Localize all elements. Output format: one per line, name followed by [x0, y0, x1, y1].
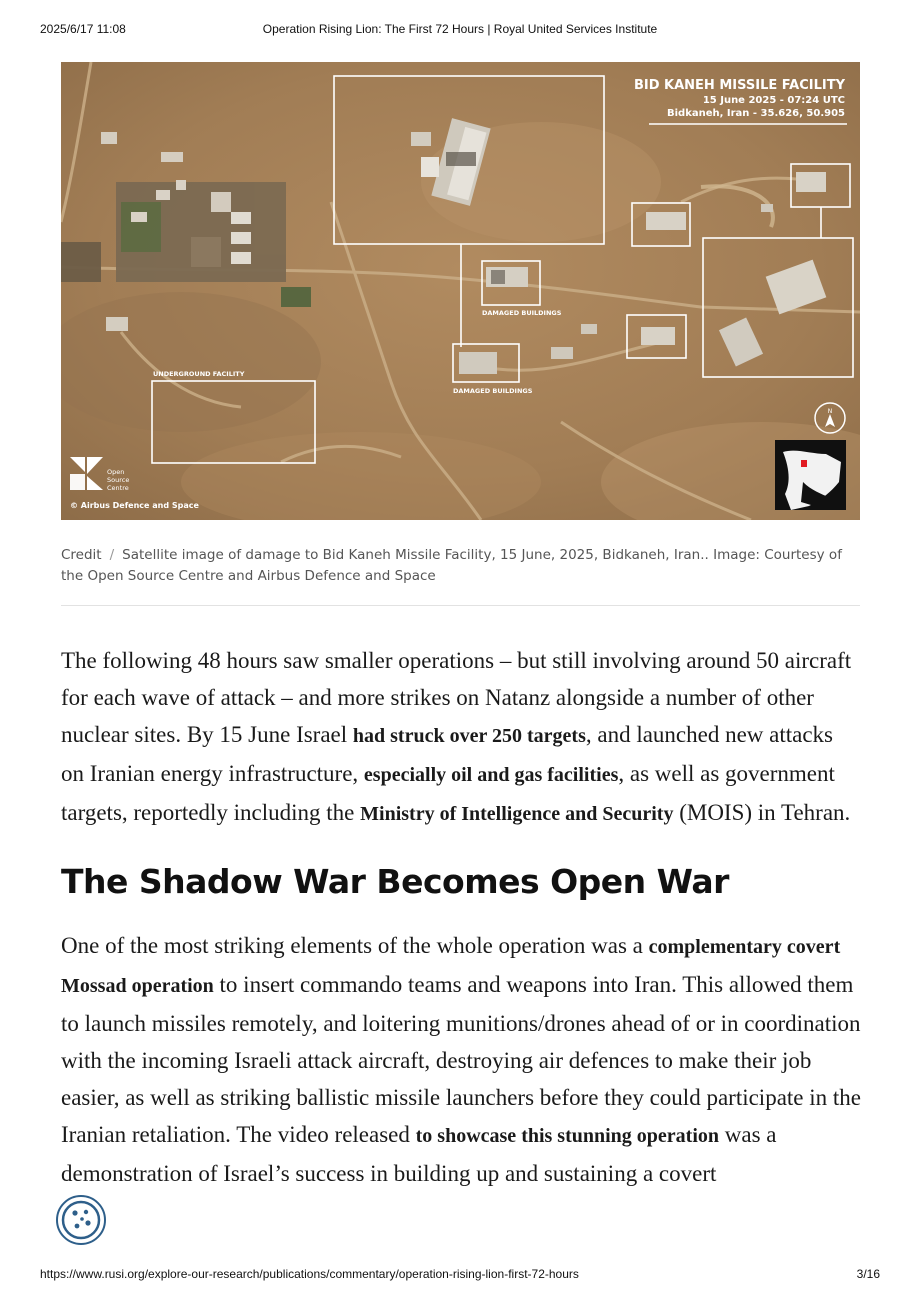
- inset-map: [775, 440, 846, 510]
- print-header: [40, 22, 880, 38]
- figure-heading: BID KANEH MISSILE FACILITY: [633, 78, 845, 93]
- link-showcase-operation[interactable]: to showcase this stunning operation: [415, 1125, 720, 1147]
- cookie-settings-button[interactable]: [56, 1195, 106, 1245]
- svg-text:Source: Source: [107, 476, 130, 484]
- print-datetime: 2025/6/17 11:08: [40, 22, 126, 36]
- link-oil-gas-facilities[interactable]: especially oil and gas facilities: [363, 764, 619, 786]
- figure-location: Bidkaneh, Iran - 35.626, 50.905: [667, 108, 845, 119]
- paragraph: The following 48 hours saw smaller operations – but still involving around 50 aircraft for each wave of attack – and more strikes on Natanz alongside a number of other nuclear sites. By 15 June Israel had struck over 250 targets, and launched new attacks on Iranian energy infrastructure, especially oil and gas facilities, as well as government targets, reportedly including the Ministry of Intelligence and Security (MOIS) in Tehran.: [61, 648, 852, 825]
- label-underground-facility: UNDERGROUND FACILITY: [153, 370, 245, 378]
- print-url: https://www.rusi.org/explore-our-research/publications/commentary/operation-rising-lion-first-72-hours: [40, 1267, 579, 1281]
- caption-divider: [61, 605, 860, 606]
- caption-text: Satellite image of damage to Bid Kaneh Missile Facility, 15 June, 2025, Bidkaneh, Iran.. Image: Courtesy of the Open Source Centre and Airbus Defence and Space: [61, 547, 842, 584]
- page-number: 3/16: [856, 1267, 880, 1281]
- link-ministry-intelligence[interactable]: Ministry of Intelligence and Security: [360, 803, 674, 825]
- caption-separator: /: [109, 547, 115, 563]
- cookie-icon: [58, 1197, 104, 1243]
- link-mossad-operation[interactable]: complementary covert Mossad operation: [61, 936, 841, 997]
- satellite-image: [61, 62, 860, 520]
- figure-date: 15 June 2025 - 07:24 UTC: [702, 95, 845, 106]
- print-footer: [40, 1267, 880, 1283]
- label-damaged-buildings: DAMAGED BUILDINGS: [453, 387, 533, 395]
- caption-credit-label: Credit: [61, 547, 102, 563]
- paragraph: One of the most striking elements of the whole operation was a complementary covert Mossad operation to insert commando teams and weapons into Iran. This allowed them to launch missiles remotely, and loitering munitions/drones ahead of or in coordination with the incoming Israeli attack aircraft, destroying air defences to make their job easier, as well as striking ballistic missile launchers before they could participate in the Iranian retaliation. The video released to showcase this stunning operation was a demonstration of Israel’s success in building up and sustaining a covert: [61, 933, 861, 1186]
- svg-text:N: N: [827, 408, 833, 415]
- svg-text:Centre: Centre: [107, 484, 129, 492]
- section-heading: The Shadow War Becomes Open War: [61, 862, 729, 901]
- image-caption: [61, 545, 851, 587]
- link-struck-targets[interactable]: had struck over 250 targets: [352, 725, 586, 747]
- label-damaged-buildings: DAMAGED BUILDINGS: [482, 309, 562, 317]
- article-body: [61, 642, 861, 1192]
- image-copyright: © Airbus Defence and Space: [70, 501, 199, 510]
- svg-text:Open: Open: [107, 468, 125, 476]
- print-page-title: Operation Rising Lion: The First 72 Hours | Royal United Services Institute: [262, 22, 658, 36]
